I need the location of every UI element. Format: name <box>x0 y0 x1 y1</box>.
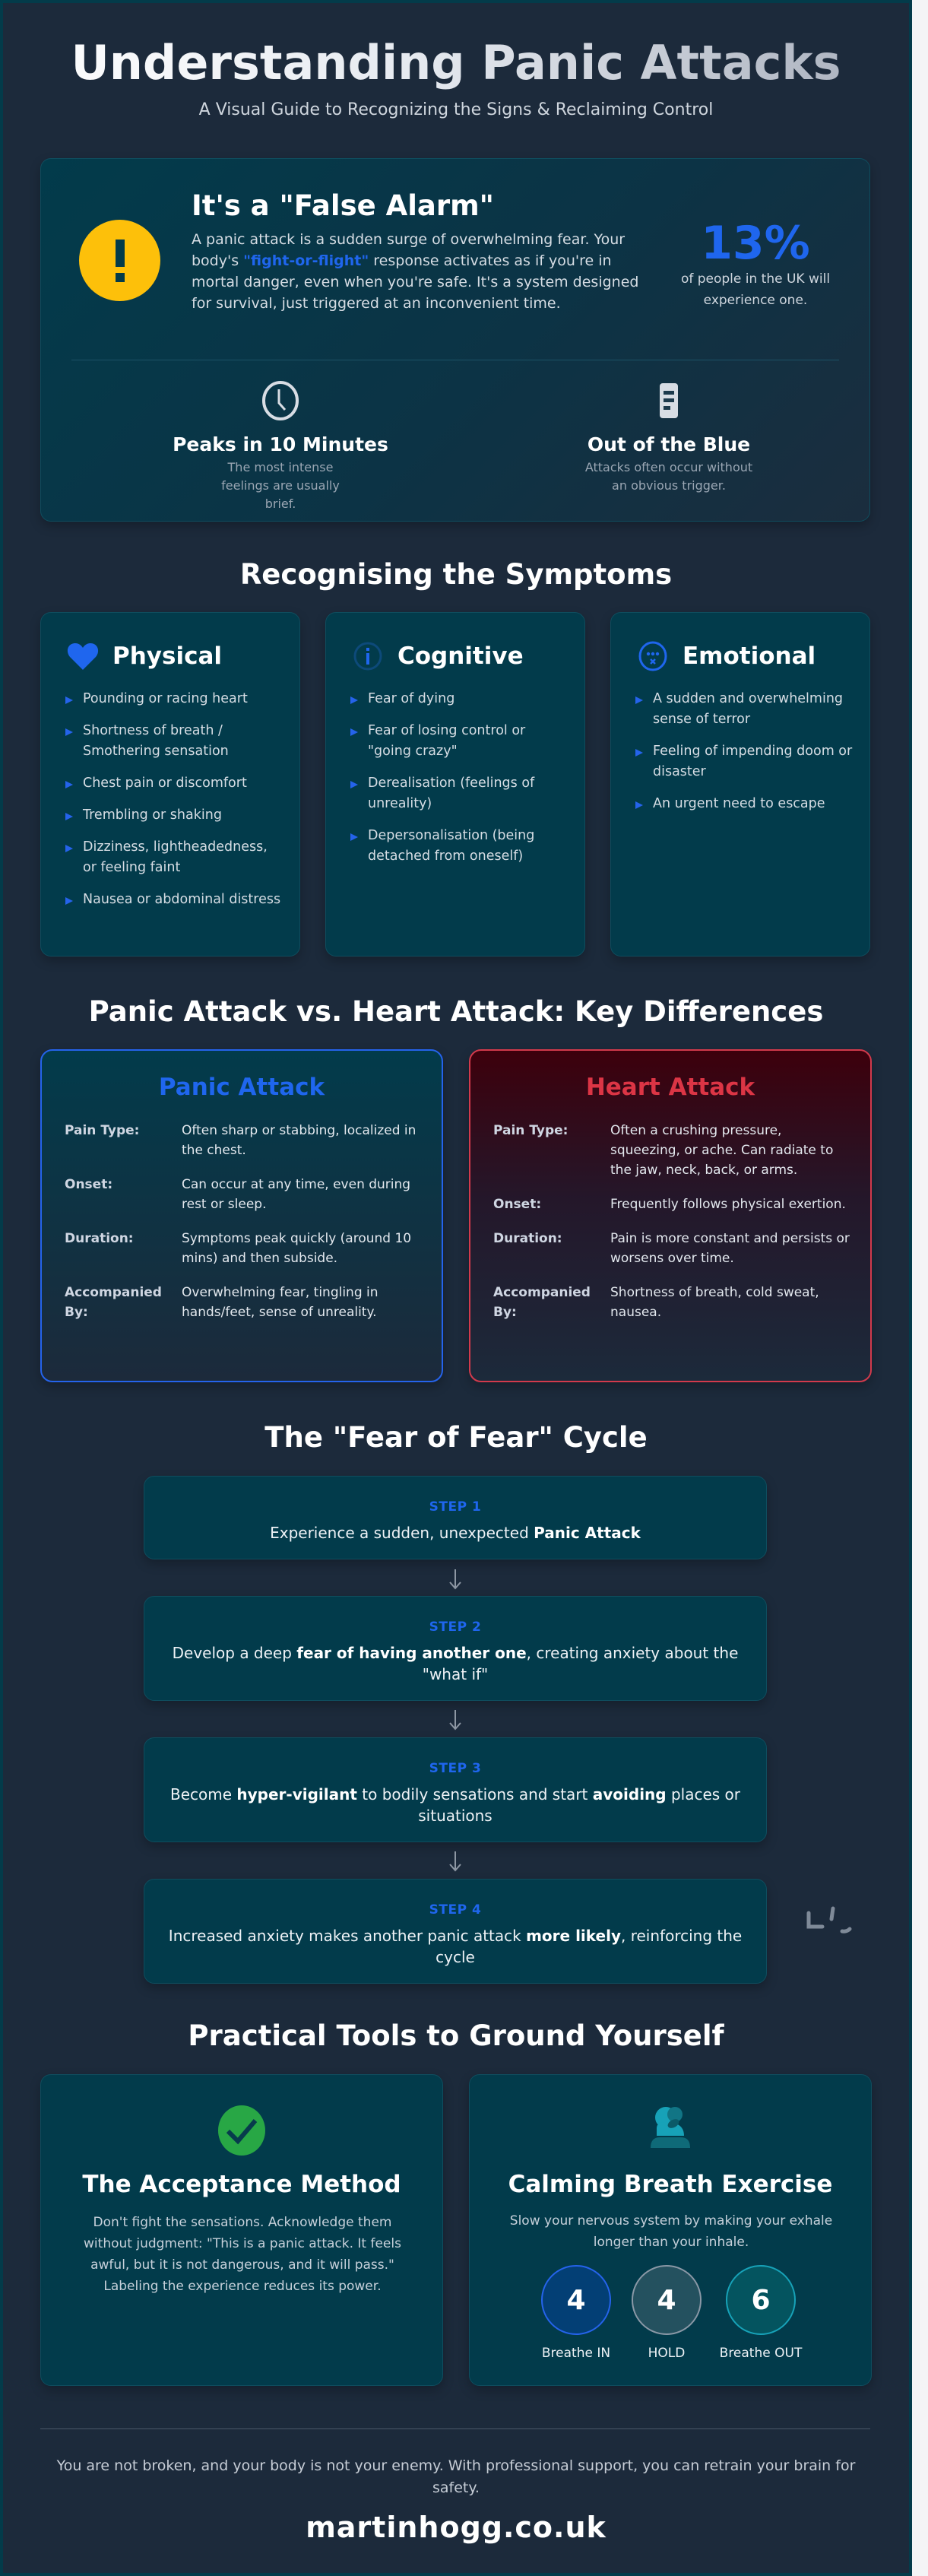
breathe-out-step: 6 Breathe OUT <box>715 2265 806 2361</box>
symptoms-heading: Recognising the Symptoms <box>239 558 673 591</box>
repeat-cycle-icon <box>801 1905 862 1951</box>
clock-icon <box>144 379 417 422</box>
cycle-heading: The "Fear of Fear" Cycle <box>264 1421 648 1454</box>
page-title: Understanding Panic Attacks <box>3 35 909 90</box>
list-item: Depersonalisation (being detached from oneself) <box>349 826 569 867</box>
list-item: Chest pain or discomfort <box>64 773 284 794</box>
check-circle-icon <box>41 2105 442 2159</box>
comparison-row: Duration: Symptoms peak quickly (around 10 mins) and then subside. <box>65 1231 412 1266</box>
info-icon <box>352 640 384 672</box>
cycle-step-4: STEP 4 Increased anxiety makes another panic attack more likely, reinforcing the cycle <box>144 1879 767 1984</box>
breathing-pattern <box>470 2265 871 2361</box>
list-item: Feeling of impending doom or disaster <box>634 741 854 782</box>
brand-link[interactable]: martinhogg.co.uk <box>306 2511 607 2544</box>
fact-peaks: Peaks in 10 Minutes The most intense feelings are usually brief. <box>144 379 417 513</box>
false-alarm-card <box>40 158 870 522</box>
list-item: Pounding or racing heart <box>64 689 284 709</box>
panic-attack-title: Panic Attack <box>158 1074 325 1101</box>
panic-attack-card <box>40 1049 443 1382</box>
emotional-symptom-list <box>634 689 854 826</box>
comparison-row: Accompanied By: Shortness of breath, cold sweat, nausea. <box>493 1285 819 1320</box>
cycle-step-2: STEP 2 Develop a deep fear of having another one, creating anxiety about the "what if" <box>144 1596 767 1701</box>
stat-caption: of people in the UK will experience one. <box>680 271 831 308</box>
tools-heading: Practical Tools to Ground Yourself <box>188 2019 724 2052</box>
list-item: A sudden and overwhelming sense of terror <box>634 689 854 730</box>
comparison-row: Pain Type: Often sharp or stabbing, localized in the chest. <box>65 1123 416 1158</box>
document-icon <box>532 379 806 422</box>
uk-statistic <box>664 218 847 311</box>
list-item: Dizziness, lightheadedness, or feeling faint <box>64 837 284 878</box>
list-item: Trembling or shaking <box>64 805 284 826</box>
list-item: Derealisation (feelings of unreality) <box>349 773 569 814</box>
arrow-down-icon <box>448 1708 463 1731</box>
anxious-face-icon <box>637 640 669 672</box>
arrow-down-icon <box>448 1568 463 1591</box>
cycle-step-3: STEP 3 Become hyper-vigilant to bodily sensations and start avoiding places or situations <box>144 1737 767 1842</box>
fact-out-of-blue: Out of the Blue Attacks often occur without an obvious trigger. <box>532 379 806 495</box>
fight-or-flight-highlight: "fight-or-flight" <box>243 252 369 269</box>
physical-symptom-list <box>64 689 284 922</box>
footer-message: You are not broken, and your body is not your enemy. With professional support, you can retrain your brain for safety. <box>56 2457 856 2496</box>
arrow-down-icon <box>448 1850 463 1873</box>
comparison-row: Duration: Pain is more constant and persists or worsens over time. <box>493 1231 850 1266</box>
cognitive-symptom-list <box>349 689 569 878</box>
hold-step: 4 HOLD <box>630 2265 703 2361</box>
alert-exclamation-icon <box>79 220 160 301</box>
comparison-row: Accompanied By: Overwhelming fear, tingling in hands/feet, sense of unreality. <box>65 1285 378 1320</box>
list-item: Fear of losing control or "going crazy" <box>349 721 569 762</box>
comparison-row: Onset: Frequently follows physical exertion. <box>493 1197 846 1212</box>
heart-attack-title: Heart Attack <box>585 1074 755 1101</box>
symptom-card-emotional: Emotional A sudden and overwhelming sense of terror Feeling of impending doom or disaster An urgent need to escape <box>610 612 870 956</box>
hero-title: It's a "False Alarm" <box>192 189 494 222</box>
list-item: Shortness of breath / Smothering sensation <box>64 721 284 762</box>
list-item: Fear of dying <box>349 689 569 709</box>
meditation-person-icon <box>470 2105 871 2159</box>
page-subtitle: A Visual Guide to Recognizing the Signs & Reclaiming Control <box>198 100 714 119</box>
calming-breath-card: Calming Breath Exercise Slow your nervous system by making your exhale longer than your inhale. 4 Breathe IN 4 HOLD 6 Breathe OUT <box>469 2074 872 2386</box>
heart-icon <box>67 640 99 672</box>
cycle-step-1: STEP 1 Experience a sudden, unexpected Panic Attack <box>144 1476 767 1559</box>
comparison-heading: Panic Attack vs. Heart Attack: Key Differences <box>88 995 824 1028</box>
stat-value: 13% <box>701 217 810 270</box>
hero-description: A panic attack is a sudden surge of overwhelming fear. Your body's "fight-or-flight" response activates as if you're in mortal danger, even when you're safe. It's a system designed for survival, just triggered at an inconvenient time. <box>192 231 639 312</box>
symptom-card-physical: Physical Pounding or racing heart Shortness of breath / Smothering sensation Chest pain or discomfort Trembling or shaking Dizziness, lightheadedness, or feeling faint Nausea or abdominal distress <box>40 612 300 956</box>
symptom-card-cognitive: Cognitive Fear of dying Fear of losing control or "going crazy" Derealisation (feelings of unreality) Depersonalisation (being detached from oneself) <box>325 612 585 956</box>
acceptance-method-card: The Acceptance Method Don't fight the sensations. Acknowledge them without judgment: "This is a panic attack. It feels awful, but it is not dangerous, and it will pass." Labeling the experience reduces its power. <box>40 2074 443 2386</box>
comparison-row: Pain Type: Often a crushing pressure, squeezing, or ache. Can radiate to the jaw, neck, back, or arms. <box>493 1123 834 1178</box>
breathe-in-step: 4 Breathe IN <box>534 2265 618 2361</box>
list-item: Nausea or abdominal distress <box>64 890 284 910</box>
footer-divider <box>40 2428 870 2429</box>
comparison-row: Onset: Can occur at any time, even during rest or sleep. <box>65 1177 411 1212</box>
heart-attack-card <box>469 1049 872 1382</box>
list-item: An urgent need to escape <box>634 794 854 814</box>
